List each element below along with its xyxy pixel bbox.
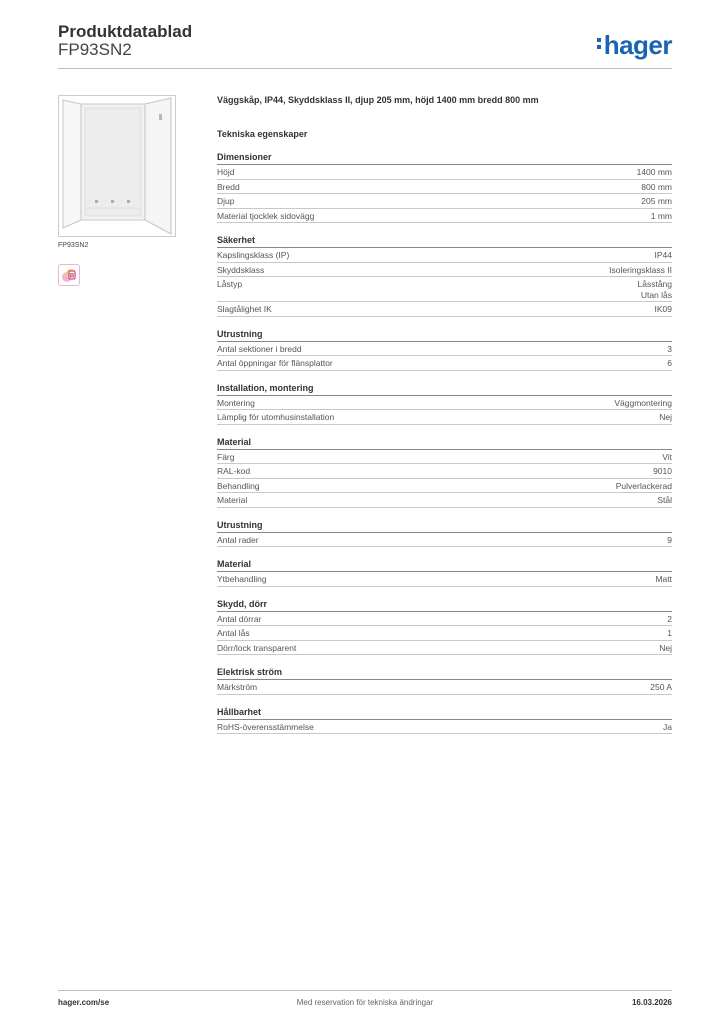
spec-value-line: 1400 mm bbox=[636, 167, 672, 177]
spec-row bbox=[217, 450, 672, 465]
spec-row bbox=[217, 248, 672, 263]
spec-label: Höjd bbox=[217, 167, 235, 177]
spec-value bbox=[667, 628, 672, 639]
spec-row bbox=[217, 479, 672, 494]
spec-row bbox=[217, 209, 672, 224]
spec-row bbox=[217, 612, 672, 627]
spec-row bbox=[217, 302, 672, 317]
spec-value-line: 1 bbox=[667, 628, 672, 638]
header-divider bbox=[58, 68, 672, 69]
spec-value bbox=[659, 412, 672, 423]
spec-group bbox=[217, 436, 672, 508]
spec-group bbox=[217, 598, 672, 656]
spec-value-line: IK09 bbox=[654, 304, 672, 314]
spec-value bbox=[638, 279, 673, 300]
spec-group-title: Säkerhet bbox=[217, 234, 672, 248]
spec-groups bbox=[217, 151, 672, 734]
spec-label: Ytbehandling bbox=[217, 574, 267, 584]
spec-label: Färg bbox=[217, 451, 235, 462]
section-title: Tekniska egenskaper bbox=[217, 129, 308, 139]
spec-value-line: Ja bbox=[663, 721, 672, 732]
spec-value bbox=[667, 614, 672, 625]
svg-text:B: B bbox=[69, 273, 75, 280]
spec-value bbox=[614, 398, 672, 409]
spec-row bbox=[217, 356, 672, 371]
spec-label: Antal lås bbox=[217, 628, 250, 638]
spec-value-line: Pulverlackerad bbox=[615, 480, 672, 491]
spec-row bbox=[217, 410, 672, 425]
spec-value bbox=[655, 574, 672, 585]
spec-label: RAL-kod bbox=[217, 466, 251, 476]
footer-disclaimer: Med reservation för tekniska ändringar bbox=[296, 998, 434, 1007]
spec-group-title: Skydd, dörr bbox=[217, 598, 672, 612]
spec-row bbox=[217, 396, 672, 411]
spec-group bbox=[217, 558, 672, 587]
spec-label: Dörr/lock transparent bbox=[217, 642, 297, 653]
spec-value-line: Stål bbox=[657, 495, 672, 505]
spec-label: Kapslingsklass (IP) bbox=[217, 250, 290, 260]
spec-value-line: 205 mm bbox=[641, 196, 672, 206]
spec-row bbox=[217, 194, 672, 209]
product-code: FP93SN2 bbox=[58, 40, 132, 59]
spec-value bbox=[655, 304, 673, 315]
spec-value-line: Nej bbox=[659, 642, 672, 653]
spec-row bbox=[217, 680, 672, 695]
spec-row bbox=[217, 720, 672, 735]
spec-group-title: Elektrisk ström bbox=[217, 666, 672, 680]
spec-value-line: 250 A bbox=[650, 682, 672, 692]
spec-value-line: 1 mm bbox=[650, 210, 672, 221]
spec-value-line: Utan lås bbox=[640, 289, 672, 300]
rohs-badge-icon bbox=[59, 265, 79, 285]
spec-value-line: 6 bbox=[667, 358, 672, 368]
spec-value bbox=[616, 481, 672, 492]
spec-group bbox=[217, 519, 672, 548]
document-title: Produktdatablad bbox=[58, 22, 193, 41]
spec-group-title: Utrustning bbox=[217, 519, 672, 533]
spec-value bbox=[659, 643, 672, 654]
spec-value bbox=[667, 535, 672, 546]
spec-label: Bredd bbox=[217, 181, 240, 192]
spec-value bbox=[663, 722, 672, 733]
product-headline: Väggskåp, IP44, Skyddsklass II, djup 205 mm, höjd 1400 mm bredd 800 mm bbox=[217, 95, 539, 105]
spec-group bbox=[217, 706, 672, 735]
spec-value-line: 9 bbox=[667, 534, 672, 545]
spec-row bbox=[217, 263, 672, 278]
spec-value-line: Isoleringsklass II bbox=[609, 264, 672, 275]
spec-group-title: Material bbox=[217, 558, 672, 572]
logo-text: hager bbox=[603, 30, 672, 60]
spec-label: Lämplig för utomhusinstallation bbox=[217, 412, 335, 422]
spec-row bbox=[217, 277, 672, 302]
page-footer bbox=[58, 998, 672, 1010]
spec-value bbox=[637, 167, 672, 178]
spec-value-line: 9010 bbox=[653, 466, 672, 476]
spec-value-line: 2 bbox=[667, 613, 672, 624]
spec-row bbox=[217, 165, 672, 180]
spec-group bbox=[217, 151, 672, 223]
footer-website-link[interactable]: hager.com/se bbox=[58, 998, 110, 1007]
footer-date: 16.03.2026 bbox=[631, 998, 672, 1007]
spec-value-line: Väggmontering bbox=[614, 397, 672, 408]
spec-row bbox=[217, 626, 672, 641]
spec-group bbox=[217, 666, 672, 695]
logo-dots-icon bbox=[597, 35, 602, 52]
pink-label-icon bbox=[58, 264, 80, 286]
spec-group-title: Installation, montering bbox=[217, 382, 672, 396]
spec-label: Antal dörrar bbox=[217, 613, 262, 624]
spec-value bbox=[653, 466, 672, 477]
spec-label: Behandling bbox=[217, 480, 260, 491]
spec-value bbox=[655, 250, 673, 261]
spec-label: RoHS-överensstämmelse bbox=[217, 721, 314, 732]
spec-label: Låstyp bbox=[217, 279, 243, 289]
spec-group-title: Material bbox=[217, 436, 672, 450]
spec-group-title: Utrustning bbox=[217, 328, 672, 342]
spec-value-line: Matt bbox=[655, 574, 672, 584]
spec-row bbox=[217, 533, 672, 548]
spec-row bbox=[217, 464, 672, 479]
spec-value-line: 3 bbox=[667, 343, 672, 354]
spec-row bbox=[217, 641, 672, 656]
spec-value bbox=[641, 182, 672, 193]
spec-row bbox=[217, 493, 672, 508]
spec-value bbox=[650, 682, 672, 693]
spec-value-line: Vit bbox=[662, 451, 672, 462]
product-image bbox=[58, 95, 176, 237]
spec-group bbox=[217, 328, 672, 371]
spec-value-line: Nej bbox=[659, 412, 672, 422]
spec-value-line: Låsstång bbox=[637, 279, 672, 289]
spec-label: Slagtålighet IK bbox=[217, 304, 272, 314]
spec-group-title: Dimensioner bbox=[217, 151, 672, 165]
spec-value bbox=[657, 495, 672, 506]
image-caption: FP93SN2 bbox=[58, 242, 89, 249]
spec-row bbox=[217, 342, 672, 357]
footer-divider bbox=[58, 990, 672, 991]
spec-group bbox=[217, 382, 672, 425]
spec-value-line: IP44 bbox=[654, 250, 672, 260]
spec-label: Djup bbox=[217, 196, 235, 206]
spec-label: Antal sektioner i bredd bbox=[217, 343, 302, 354]
spec-value bbox=[651, 211, 672, 222]
cabinet-illustration-icon bbox=[59, 96, 175, 236]
spec-value bbox=[662, 452, 672, 463]
spec-value bbox=[667, 344, 672, 355]
spec-label: Skyddsklass bbox=[217, 264, 265, 275]
page-header bbox=[58, 20, 672, 68]
hager-logo bbox=[597, 30, 672, 61]
spec-value bbox=[641, 196, 672, 207]
spec-group bbox=[217, 234, 672, 317]
spec-row bbox=[217, 572, 672, 587]
spec-label: Antal rader bbox=[217, 534, 259, 545]
specification-content bbox=[217, 90, 672, 734]
spec-label: Montering bbox=[217, 397, 255, 408]
spec-label: Märkström bbox=[217, 682, 258, 692]
spec-value-line: 800 mm bbox=[641, 181, 672, 192]
spec-label: Material tjocklek sidovägg bbox=[217, 210, 315, 221]
spec-label: Material bbox=[217, 495, 248, 505]
spec-value bbox=[667, 358, 672, 369]
spec-row bbox=[217, 180, 672, 195]
spec-value bbox=[609, 265, 672, 276]
spec-label: Antal öppningar för flänsplattor bbox=[217, 358, 333, 368]
spec-group-title: Hållbarhet bbox=[217, 706, 672, 720]
